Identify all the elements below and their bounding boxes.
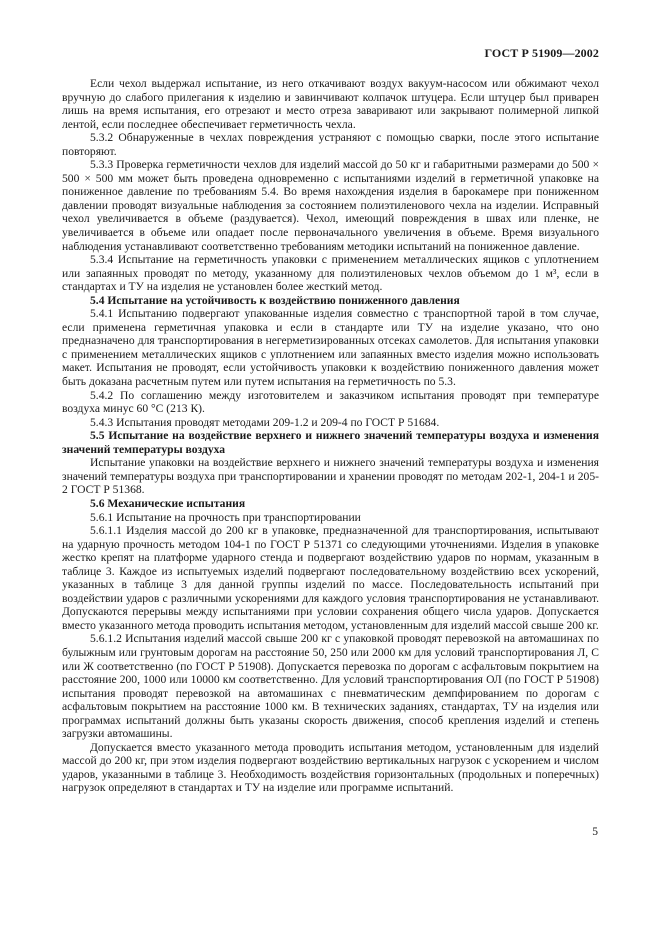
paragraph-5-4-2: 5.4.2 По соглашению между изготовителем и заказчиком испытания проводят при температуре воздуха минус 60 °С (213 К). <box>62 388 599 416</box>
document-body <box>62 77 599 795</box>
paragraph-5-3-3: 5.3.3 Проверка герметичности чехлов для изделий массой до 50 кг и габаритными размерами до 500 × 500 × 500 мм может быть проведена одновременно с испытаниями изделий в герметичной упаковке на пониженное давление по требованиям 5.4. Во время нахождения изделия в барокамере при пониженном давлении проводят визуальные наблюдения за состоянием полиэтиленового чехла на изделии. Исправный чехол увеличивается в объеме (раздувается). Чехол, имеющий повреждения в швах или пленке, не увеличивается в объеме или опадает после первоначального увеличения в объеме. Время визуального наблюдения устанавливают соответственно требованиям методики испытаний на пониженное давление. <box>62 158 599 253</box>
section-heading-5-4: 5.4 Испытание на устойчивость к воздействию пониженного давления <box>90 293 460 307</box>
paragraph-5-6-1-1: 5.6.1.1 Изделия массой до 200 кг в упаковке, предназначенной для транспортирования, испытывают на ударную прочность методом 104-1 по ГОСТ Р 51371 со следующими уточнениями. Изделия в упаковке жестко крепят на платформе ударного стенда и подвергают воздействию ударов по нормам, указанным в таблице 3. Каждое из испытуемых изделий подвергают последовательному воздействию всех ускорений, указанных в таблице 3 для данной группы изделий по массе. Последовательность испытаний при воздействии ударов с различными ускорениями для каждого условия транспортирования не устанавливают. Допускаются перерывы между испытаниями при условии сохранения общего числа ударов. Допускается вместо указанного метода проводить испытания методом, установленным для изделий массой свыше 200 кг. <box>62 524 599 632</box>
paragraph-5-5-text: Испытание упаковки на воздействие верхнего и нижнего значений температуры воздуха и изменения значений температуры воздуха при транспортировании и хранении проводят по методам 202-1, 204-1 и 205-2 ГОСТ Р 51368. <box>62 456 599 497</box>
paragraph-5-6-1-2: 5.6.1.2 Испытания изделий массой свыше 200 кг с упаковкой проводят перевозкой на автомашинах по булыжным или грунтовым дорогам на расстояние 50, 250 или 2000 км для условий транспортирования Л, С или Ж соответственно (по ГОСТ Р 51908). Допускается перевозка по дорогам с асфальтовым покрытием на расстояние 200, 1000 или 10000 км соответственно. Для условий транспортирования ОЛ (по ГОСТ Р 51908) испытания проводят перевозкой на автомашинах с пневматическим демпфированием по дорогам с асфальтовым покрытием на расстояние 1000 км. В технических заданиях, стандартах, ТУ на изделия или программах испытаний должны быть указаны скорость движения, способ крепления изделий и степень загрузки автомашины. <box>62 632 599 741</box>
paragraph-5-6-1: 5.6.1 Испытание на прочность при транспортировании <box>90 510 361 524</box>
paragraph-alternative-method: Допускается вместо указанного метода проводить испытания методом, установленным для изделий массой до 200 кг, при этом изделия подвергают воздействию вертикальных нагрузок с ускорением и числом ударов, указанными в таблице 3. Необходимость воздействия горизонтальных (продольных и поперечных) нагрузок определяют в стандартах и ТУ на изделие или программе испытаний. <box>62 740 599 795</box>
paragraph-5-3-4: 5.3.4 Испытание на герметичность упаковки с применением металлических ящиков с уплотнением или запаянных проводят по методу, указанному для полиэтиленовых чехлов объемом до 1 м³, если в стандартах и ТУ на изделия не установлен более жесткий метод. <box>62 253 599 294</box>
document-header: ГОСТ Р 51909—2002 <box>484 46 599 60</box>
paragraph-5-4-3: 5.4.3 Испытания проводят методами 209-1.2 и 209-4 по ГОСТ Р 51684. <box>90 415 440 429</box>
section-heading-5-5: 5.5 Испытание на воздействие верхнего и нижнего значений температуры воздуха и изменения значений температуры воздуха <box>62 429 599 456</box>
page-number: 5 <box>592 826 598 838</box>
paragraph-5-3-2: 5.3.2 Обнаруженные в чехлах повреждения устраняют с помощью сварки, после этого испытание повторяют. <box>62 131 599 158</box>
paragraph-5-4-1: 5.4.1 Испытанию подвергают упакованные изделия совместно с транспортной тарой в том случае, если применена герметичная упаковка и если в стандарте или ТУ на изделие указано, что оно предназначено для транспортирования в негерметизированных отсеках самолетов. Для испытания упаковки с применением металлических ящиков с уплотнением или запаянных вместо изделия можно использовать макет. Испытания не проводят, если устойчивость упаковки к воздействию пониженного давления может быть доказана расчетным путем или путем испытания на герметичность по 5.3. <box>62 307 599 389</box>
section-heading-5-6: 5.6 Механические испытания <box>90 496 246 510</box>
paragraph-cover-test-result: Если чехол выдержал испытание, из него откачивают воздух вакуум-насосом или обжимают чехол вручную до слабого прилегания к изделию и завинчивают колпачок штуцера. Если штуцер был приварен лишь на время испытания, его отрезают и место отреза заваривают или закрывают полимерной липкой лентой, если последнее обеспечивает герметичность чехла. <box>62 77 599 131</box>
